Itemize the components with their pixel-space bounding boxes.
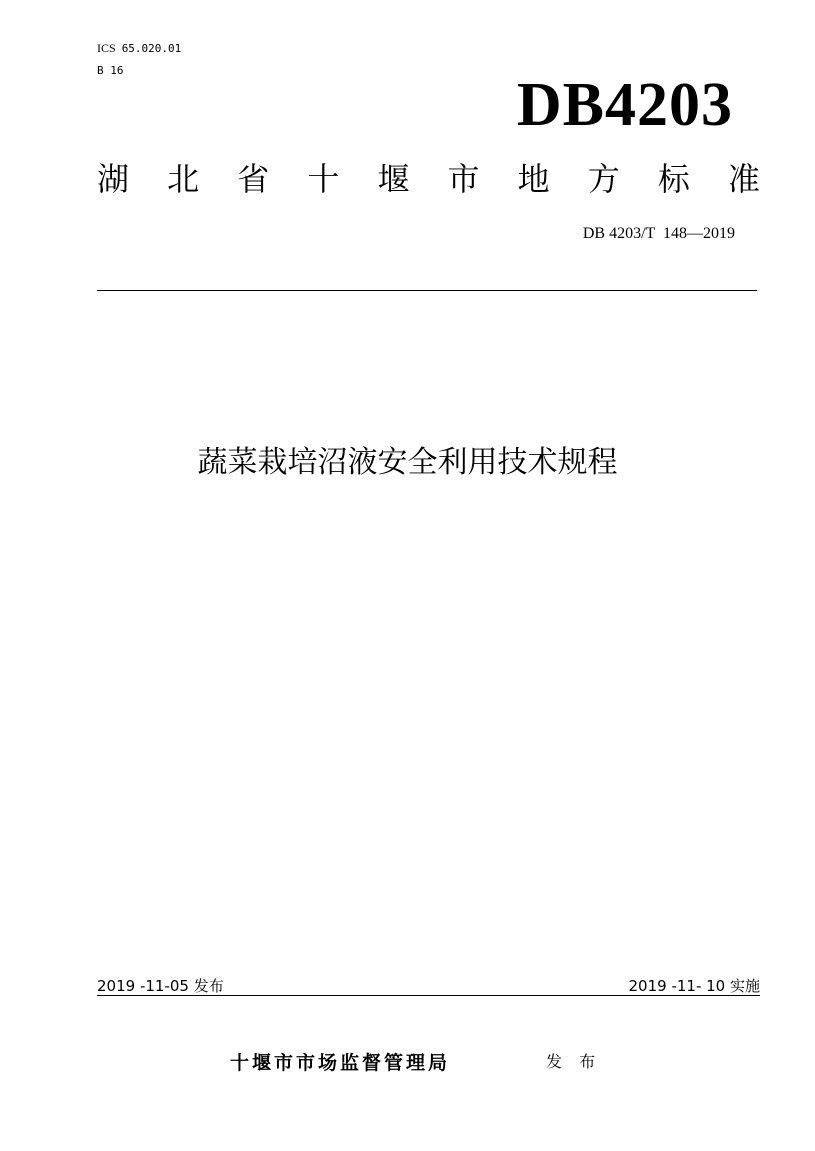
header-divider <box>97 290 757 291</box>
ics-code: 65.020.01 <box>121 42 182 55</box>
standard-code-big: DB4203 <box>516 71 733 139</box>
issuer-title <box>97 158 760 200</box>
issuer-title-char: 省 <box>237 160 270 198</box>
release-date: 2019 -11-05 发布 <box>97 977 224 995</box>
issuer-title-char: 准 <box>727 160 760 198</box>
issuer-title-char: 方 <box>587 160 620 198</box>
publish-label: 发 布 <box>546 1052 602 1071</box>
issuer-title-char: 标 <box>657 160 690 198</box>
issuer-title-char: 北 <box>167 160 200 198</box>
classification-code: B 16 <box>97 64 124 77</box>
issuer-title-char: 十 <box>307 160 340 198</box>
document-title: 蔬菜栽培沼液安全利用技术规程 <box>197 445 618 480</box>
publisher-name: 十堰市市场监督管理局 <box>230 1052 451 1074</box>
issuer-title-char: 市 <box>447 160 480 198</box>
footer-divider <box>97 995 760 996</box>
standard-number: DB 4203/T 148—2019 <box>582 225 735 242</box>
issuer-title-char: 湖 <box>97 160 130 198</box>
date-row <box>97 976 760 996</box>
implementation-date: 2019 -11- 10 实施 <box>628 977 760 995</box>
ics-label: ICS <box>97 41 116 55</box>
ics-line <box>97 40 181 57</box>
issuer-title-char: 堰 <box>377 160 410 198</box>
issuer-title-char: 地 <box>517 160 550 198</box>
